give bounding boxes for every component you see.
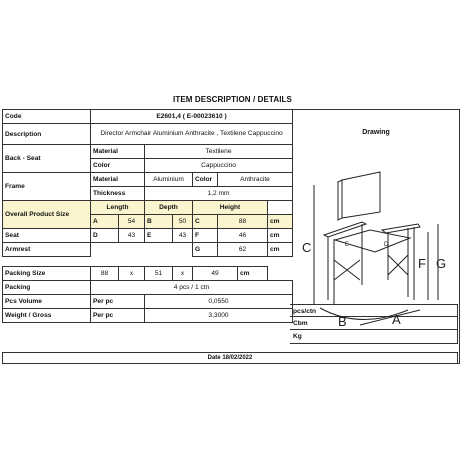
frame-material-row <box>3 173 293 187</box>
packing-unit: pcs/ctn <box>293 308 317 315</box>
length-label: Length <box>91 201 145 215</box>
back-seat-material-value: Textilene <box>145 145 293 159</box>
packing-size-v3: 49 <box>193 267 238 281</box>
volume-unit: Cbm <box>293 320 308 327</box>
overall-unit: cm <box>268 215 293 229</box>
dim-letter-g: G <box>436 256 447 271</box>
page-title: ITEM DESCRIPTION / DETAILS <box>173 95 292 104</box>
armrest-g-value: 62 <box>218 243 268 257</box>
description-row <box>3 124 293 145</box>
frame-color-value: Anthracite <box>218 173 293 187</box>
packing-size-unit: cm <box>238 267 268 281</box>
seat-shape <box>335 230 410 252</box>
frame-material-label: Material <box>91 173 145 187</box>
armrest-label: Armrest <box>3 243 91 257</box>
description-value: Director Armchair Aluminium Anthracite , Textilene Cappuccino <box>91 124 293 145</box>
dim-letter-a: A <box>392 312 401 327</box>
code-label: Code <box>3 110 91 124</box>
back-seat-color-label: Color <box>91 159 145 173</box>
dim-letter-b: B <box>338 314 347 329</box>
overall-header-row <box>3 201 293 215</box>
seat-label: Seat <box>3 229 91 243</box>
dim-letter-f: F <box>418 256 426 271</box>
blank-cell <box>268 201 293 215</box>
height-label: Height <box>193 201 268 215</box>
packing-size-x2: x <box>173 267 193 281</box>
overall-c: C <box>193 215 218 229</box>
back-seat-material-row <box>3 145 293 159</box>
seat-e-value: 43 <box>173 229 193 243</box>
volume-per: Per pc <box>91 295 145 309</box>
seat-d: D <box>91 229 119 243</box>
seat-unit: cm <box>268 229 293 243</box>
overall-label: Overall Product Size <box>3 201 91 229</box>
armrest-row <box>3 243 293 257</box>
overall-b: B <box>145 215 173 229</box>
packing-value: 4 pcs / 1 ctn <box>91 281 293 295</box>
weight-label: Weight / Gross <box>3 309 91 323</box>
volume-value: 0,0550 <box>145 295 293 309</box>
code-row <box>3 110 293 124</box>
weight-per: Per pc <box>91 309 145 323</box>
dim-a-line <box>360 310 420 325</box>
overall-b-value: 50 <box>173 215 193 229</box>
armrest-unit: cm <box>268 243 293 257</box>
overall-a: A <box>91 215 119 229</box>
date-footer: Date 18/02/2022 <box>2 352 458 364</box>
frame-material-value: Aluminium <box>145 173 193 187</box>
blank-cell <box>268 267 293 281</box>
weight-value: 3,3000 <box>145 309 293 323</box>
packing-row <box>3 281 293 295</box>
overall-c-value: 88 <box>218 215 268 229</box>
spacer <box>3 257 293 267</box>
weight-row <box>3 309 293 323</box>
frame-thickness-label: Thickness <box>91 187 145 201</box>
back-seat-color-value: Cappuccino <box>145 159 293 173</box>
packing-size-x1: x <box>119 267 145 281</box>
back-seat-material-label: Material <box>91 145 145 159</box>
armrest-empty <box>91 243 193 257</box>
chair-drawing <box>300 160 450 335</box>
drawing-label: Drawing <box>362 129 390 136</box>
weight-unit: Kg <box>293 333 302 340</box>
depth-label: Depth <box>145 201 193 215</box>
back-seat-label: Back - Seat <box>3 145 91 173</box>
dim-letter-c: C <box>302 240 312 255</box>
packing-size-label: Packing Size <box>3 267 91 281</box>
backrest-shape <box>342 172 380 218</box>
frame-color-label: Color <box>193 173 218 187</box>
description-label: Description <box>3 124 91 145</box>
packing-size-v2: 51 <box>145 267 173 281</box>
seat-d-value: 43 <box>119 229 145 243</box>
backrest-post-left <box>338 180 342 220</box>
overall-a-value: 54 <box>119 215 145 229</box>
volume-row <box>3 295 293 309</box>
seat-f-value: 46 <box>218 229 268 243</box>
armrest-g: G <box>193 243 218 257</box>
dim-letter-d: D <box>384 242 389 248</box>
spacer-row <box>3 257 293 267</box>
volume-label: Pcs Volume <box>3 295 91 309</box>
packing-size-row <box>3 267 293 281</box>
dim-letter-e: E <box>345 242 350 248</box>
code-value: E2601,4 ( E-00023610 ) <box>91 110 293 124</box>
seat-row <box>3 229 293 243</box>
packing-size-v1: 88 <box>91 267 119 281</box>
seat-e: E <box>145 229 173 243</box>
packing-label: Packing <box>3 281 91 295</box>
frame-thickness-value: 1,2 mm <box>145 187 293 201</box>
seat-f: F <box>193 229 218 243</box>
frame-label: Frame <box>3 173 91 201</box>
spec-table <box>2 109 293 323</box>
